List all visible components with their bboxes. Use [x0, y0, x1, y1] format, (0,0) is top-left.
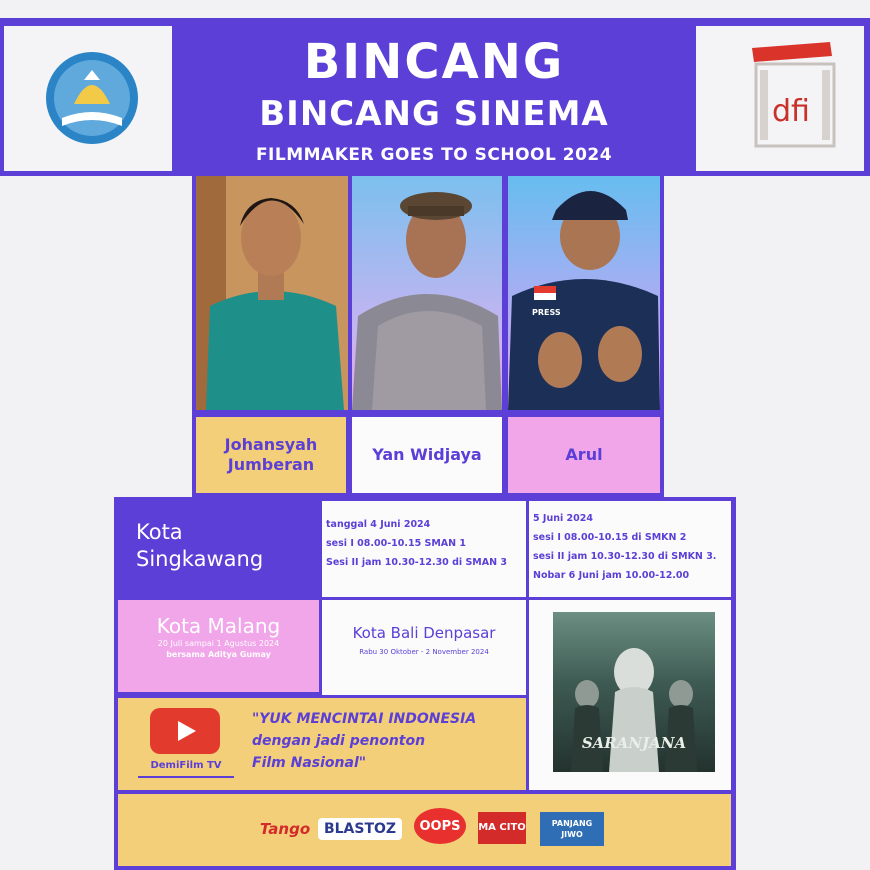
bali-dates: Rabu 30 Oktober - 2 November 2024 — [359, 648, 489, 656]
city-name: Kota Malang — [156, 614, 281, 638]
speaker-portrait-icon — [508, 176, 660, 410]
speaker-portrait-icon — [196, 176, 348, 410]
speaker-name-yan-widjaya: Yan Widjaya — [352, 417, 502, 493]
city-name: Singkawang — [136, 547, 264, 571]
speaker-photo-johansyah — [196, 176, 348, 410]
youtube-channel-name: DemiFilm TV — [138, 760, 234, 778]
malang-dates: 20 Juli sampai 1 Agustus 2024 — [157, 639, 280, 648]
schedule-line: sesi I 08.00-10.15 SMAN 1 — [326, 538, 467, 549]
schedule-line: sesi II jam 10.30-12.30 di SMKN 3. — [533, 551, 717, 562]
poster-title: SARANJANA — [581, 734, 687, 752]
speaker-name-johansyah — [196, 417, 346, 493]
quote-line: "YUK MENCINTAI INDONESIA — [252, 711, 477, 727]
schedule-line: sesi I 08.00-10.15 di SMKN 2 — [533, 532, 687, 543]
sponsor-oops-logo: OOPS — [414, 808, 466, 844]
city-malang — [118, 600, 319, 692]
speaker-portrait-icon — [352, 176, 502, 410]
campaign-quote — [252, 708, 524, 774]
dfi-logo — [696, 26, 864, 171]
speaker-photo-arul — [508, 176, 660, 410]
singkawang-day1-schedule — [322, 501, 526, 597]
sponsor-macito-logo: MA CITO — [478, 812, 526, 844]
title-line-2: BINCANG SINEMA — [259, 94, 609, 134]
city-name: Kota Bali Denpasar — [352, 624, 496, 642]
tut-wuri-handayani-logo — [4, 26, 172, 171]
city-bali-denpasar — [322, 600, 526, 695]
sponsor-panjang-jiwo-logo: PANJANG JIWO — [540, 812, 604, 846]
quote-line: Film Nasional" — [252, 755, 367, 771]
ministry-emblem-icon — [4, 26, 172, 171]
press-badge: PRESS — [532, 308, 561, 317]
schedule-line: Nobar 6 Juni jam 10.00-12.00 — [533, 570, 690, 581]
schedule-line: tanggal 4 Juni 2024 — [326, 519, 431, 530]
play-triangle-icon — [150, 708, 220, 754]
saranjana-poster — [553, 612, 715, 772]
title-line-1: BINCANG — [303, 34, 565, 90]
speaker-name-arul: Arul — [508, 417, 660, 493]
speaker-name-line2: Jumberan — [227, 455, 315, 474]
city-singkawang — [118, 501, 321, 597]
speaker-photo-yan-widjaya — [352, 176, 502, 410]
city-label: Kota — [136, 520, 183, 544]
youtube-play-icon — [150, 708, 220, 754]
quote-line: dengan jadi penonton — [252, 733, 426, 749]
dfi-logo-text: dfi — [772, 94, 810, 129]
sponsor-tango-logo: Tango — [259, 820, 311, 838]
malang-host: bersama Aditya Gumay — [166, 650, 271, 659]
sponsor-blastoz-logo: BLASTOZ — [318, 818, 402, 840]
schedule-line: Sesi II jam 10.30-12.30 di SMAN 3 — [326, 557, 507, 568]
event-subtitle: FILMMAKER GOES TO SCHOOL 2024 — [255, 145, 613, 165]
singkawang-day2-schedule — [529, 501, 731, 597]
schedule-line: 5 Juni 2024 — [533, 513, 593, 524]
speaker-name-line1: Johansyah — [224, 435, 318, 454]
